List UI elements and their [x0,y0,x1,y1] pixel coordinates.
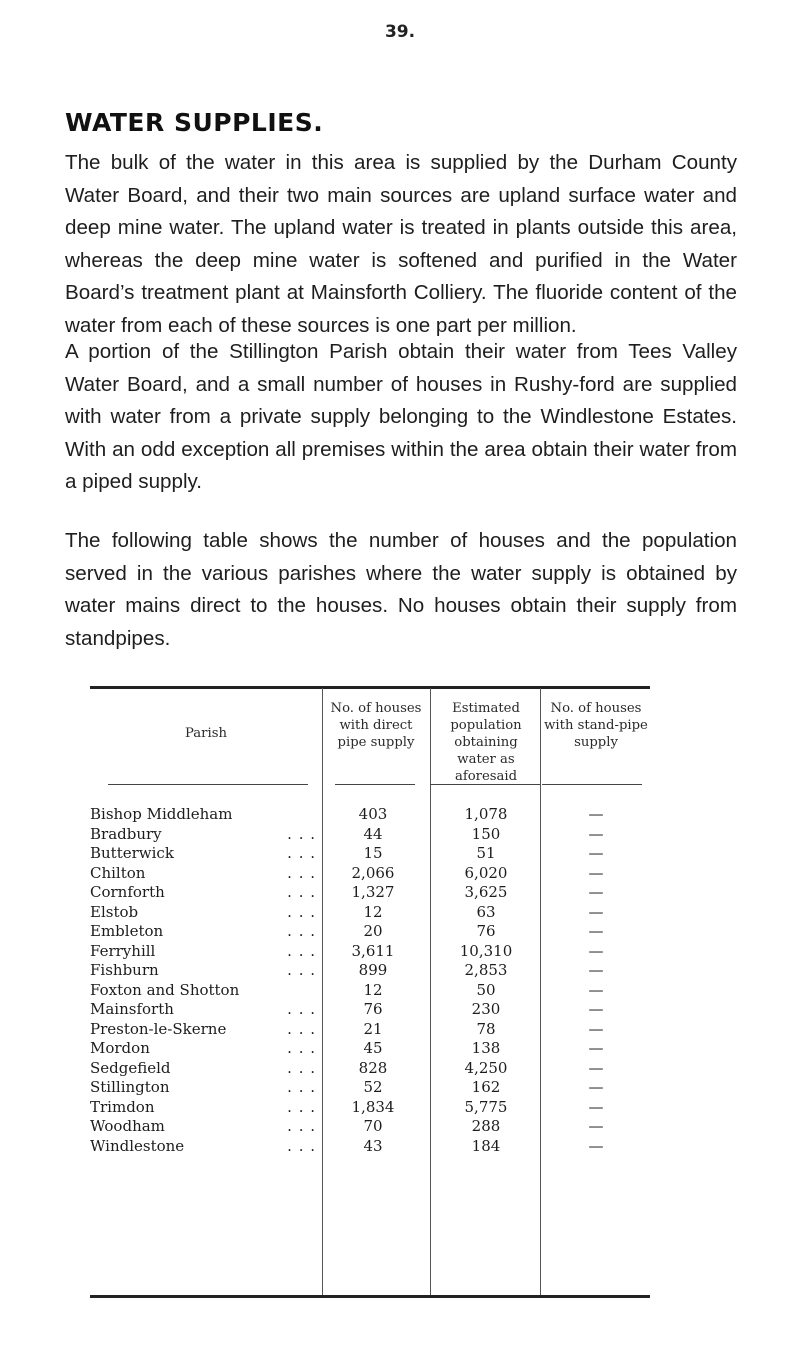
houses-cell: 1,327 [351,883,395,901]
houses-cell: 45 [363,1039,383,1057]
parish-name: Cornforth [90,883,168,901]
table-row [90,883,650,903]
parish-cell [90,864,318,884]
houses-cell: 403 [358,805,388,823]
table-row [90,942,650,962]
parish-name: Mordon [90,1039,153,1057]
standpipe-cell: — [588,863,604,882]
leader-dots: . . . [287,844,316,862]
population-cell: 184 [471,1136,501,1155]
parish-cell [90,1020,318,1040]
header-population: Estimated population obtaining water as aforesaid [450,701,522,784]
header-parish: Parish [185,726,227,741]
page-number: 39. [384,22,416,42]
parish-name: Windlestone [90,1137,187,1155]
population-cell: 4,250 [464,1058,508,1077]
parish-cell [90,1039,318,1059]
parish-cell [90,903,318,923]
houses-cell: 44 [363,824,383,843]
paragraph-water-sources: The bulk of the water in this area is supplied by the Durham County Water Board, and their two main sources are upland surface water and deep mine water. The upland water is treated in plants outside this area, whereas the deep mine water is softened and purified in the Water Board’s treatment plant at Mainsforth Colliery. The fluoride content of the water from each of these sources is one part per million. [65,151,737,337]
paragraph-table-intro: The following table shows the number of houses and the population served in the various parishes where the water supply is obtained by water mains direct to the houses. No houses obtain their supply from standpipes. [65,529,737,650]
table-row [90,1039,650,1059]
parish-cell [90,922,318,942]
leader-dots: . . . [287,1078,316,1096]
population-cell: 51 [476,844,496,862]
leader-dots: . . . [287,863,316,882]
standpipe-cell: — [588,980,604,999]
leader-dots: . . . [287,883,316,901]
table-row [90,1059,650,1079]
standpipe-cell: — [588,1136,604,1155]
parish-name: Trimdon [90,1098,158,1116]
standpipe-cell: — [588,824,604,843]
parish-cell [90,1000,318,1020]
leader-dots: . . . [287,1058,316,1077]
parish-name: Elstob [90,903,141,921]
standpipe-cell: — [588,961,604,979]
parish-cell [90,883,318,903]
header-standpipe: No. of houses with stand-pipe supply [544,701,648,750]
parish-name: Ferryhill [90,942,158,960]
leader-dots: . . . [287,1039,316,1057]
table-row [90,844,650,864]
population-cell: 6,020 [464,863,508,882]
header-houses-direct: No. of houses with direct pipe supply [330,701,422,750]
houses-cell: 3,611 [351,941,395,960]
parish-name: Butterwick [90,844,177,862]
population-cell: 288 [471,1117,501,1135]
water-supply-table [90,686,710,1298]
standpipe-cell: — [588,1097,604,1116]
parish-name: Woodham [90,1117,168,1135]
parish-name: Bradbury [90,825,165,843]
parish-cell [90,942,318,962]
leader-dots: . . . [287,1019,316,1038]
population-cell: 78 [476,1019,496,1038]
houses-cell: 21 [363,1019,383,1038]
houses-cell: 20 [363,922,383,940]
standpipe-cell: — [588,1019,604,1038]
leader-dots: . . . [287,824,316,843]
parish-name: Embleton [90,922,166,940]
table-row [90,864,650,884]
population-cell: 63 [476,902,496,921]
parish-cell [90,1078,318,1098]
parish-cell [90,1059,318,1079]
table-body [90,805,650,1156]
population-cell: 3,625 [464,883,508,901]
paragraph-stillington: A portion of the Stillington Parish obtain their water from Tees Valley Water Board, and a small number of houses in Rushy-ford are supplied with water from a private supply belonging to the Windlestone Estates. With an odd exception all premises within the area obtain their water from a piped supply. [65,340,737,493]
population-cell: 138 [471,1039,501,1057]
parish-cell [90,1098,318,1118]
leader-dots: . . . [287,961,316,979]
population-cell: 162 [471,1078,501,1096]
parish-name: Mainsforth [90,1000,177,1018]
houses-cell: 12 [363,980,383,999]
houses-cell: 899 [358,961,388,979]
houses-cell: 12 [363,902,383,921]
table-row [90,922,650,942]
leader-dots: . . . [287,1117,316,1135]
header-rule [335,784,415,785]
parish-name: Chilton [90,864,148,882]
standpipe-cell: — [588,1000,604,1018]
table-row [90,903,650,923]
houses-cell: 1,834 [351,1097,395,1116]
standpipe-cell: — [588,844,604,862]
table-row [90,981,650,1001]
leader-dots: . . . [287,922,316,940]
table-row [90,1020,650,1040]
table-row [90,961,650,981]
population-cell: 2,853 [464,961,508,979]
parish-name: Fishburn [90,961,162,979]
standpipe-cell: — [588,805,604,823]
leader-dots: . . . [287,941,316,960]
population-cell: 5,775 [464,1097,508,1116]
standpipe-cell: — [588,1117,604,1135]
standpipe-cell: — [588,941,604,960]
houses-cell: 76 [363,1000,383,1018]
population-cell: 1,078 [464,805,508,823]
standpipe-cell: — [588,922,604,940]
houses-cell: 70 [363,1117,383,1135]
header-rule [108,784,308,785]
table-row [90,825,650,845]
population-cell: 150 [471,824,501,843]
parish-name: Foxton and Shotton [90,981,242,999]
leader-dots: . . . [287,1000,316,1018]
standpipe-cell: — [588,902,604,921]
houses-cell: 43 [363,1136,383,1155]
parish-name: Stillington [90,1078,172,1096]
houses-cell: 2,066 [351,863,395,882]
parish-name: Sedgefield [90,1059,174,1077]
population-cell: 50 [476,980,496,999]
table-row [90,1000,650,1020]
parish-name: Preston-le-Skerne [90,1020,229,1038]
table-row [90,805,650,825]
parish-cell [90,844,318,864]
table-row [90,1078,650,1098]
section-heading: WATER SUPPLIES. [65,108,324,137]
leader-dots: . . . [287,1097,316,1116]
table-bottom-rule [90,1295,650,1298]
population-cell: 230 [471,1000,501,1018]
header-rule [542,784,642,785]
parish-cell [90,805,318,825]
parish-cell [90,1117,318,1137]
parish-name: Bishop Middleham [90,805,235,823]
standpipe-cell: — [588,1058,604,1077]
table-row [90,1137,650,1157]
table-top-rule [90,686,650,689]
parish-cell [90,961,318,981]
population-cell: 76 [476,922,496,940]
houses-cell: 828 [358,1058,388,1077]
leader-dots: . . . [287,1136,316,1155]
parish-cell [90,981,318,1001]
parish-cell [90,1137,318,1157]
table-row [90,1098,650,1118]
population-cell: 10,310 [459,941,513,960]
standpipe-cell: — [588,1078,604,1096]
houses-cell: 15 [363,844,383,862]
standpipe-cell: — [588,1039,604,1057]
parish-cell [90,825,318,845]
table-row [90,1117,650,1137]
leader-dots: . . . [287,902,316,921]
header-rule [430,784,540,785]
standpipe-cell: — [588,883,604,901]
houses-cell: 52 [363,1078,383,1096]
